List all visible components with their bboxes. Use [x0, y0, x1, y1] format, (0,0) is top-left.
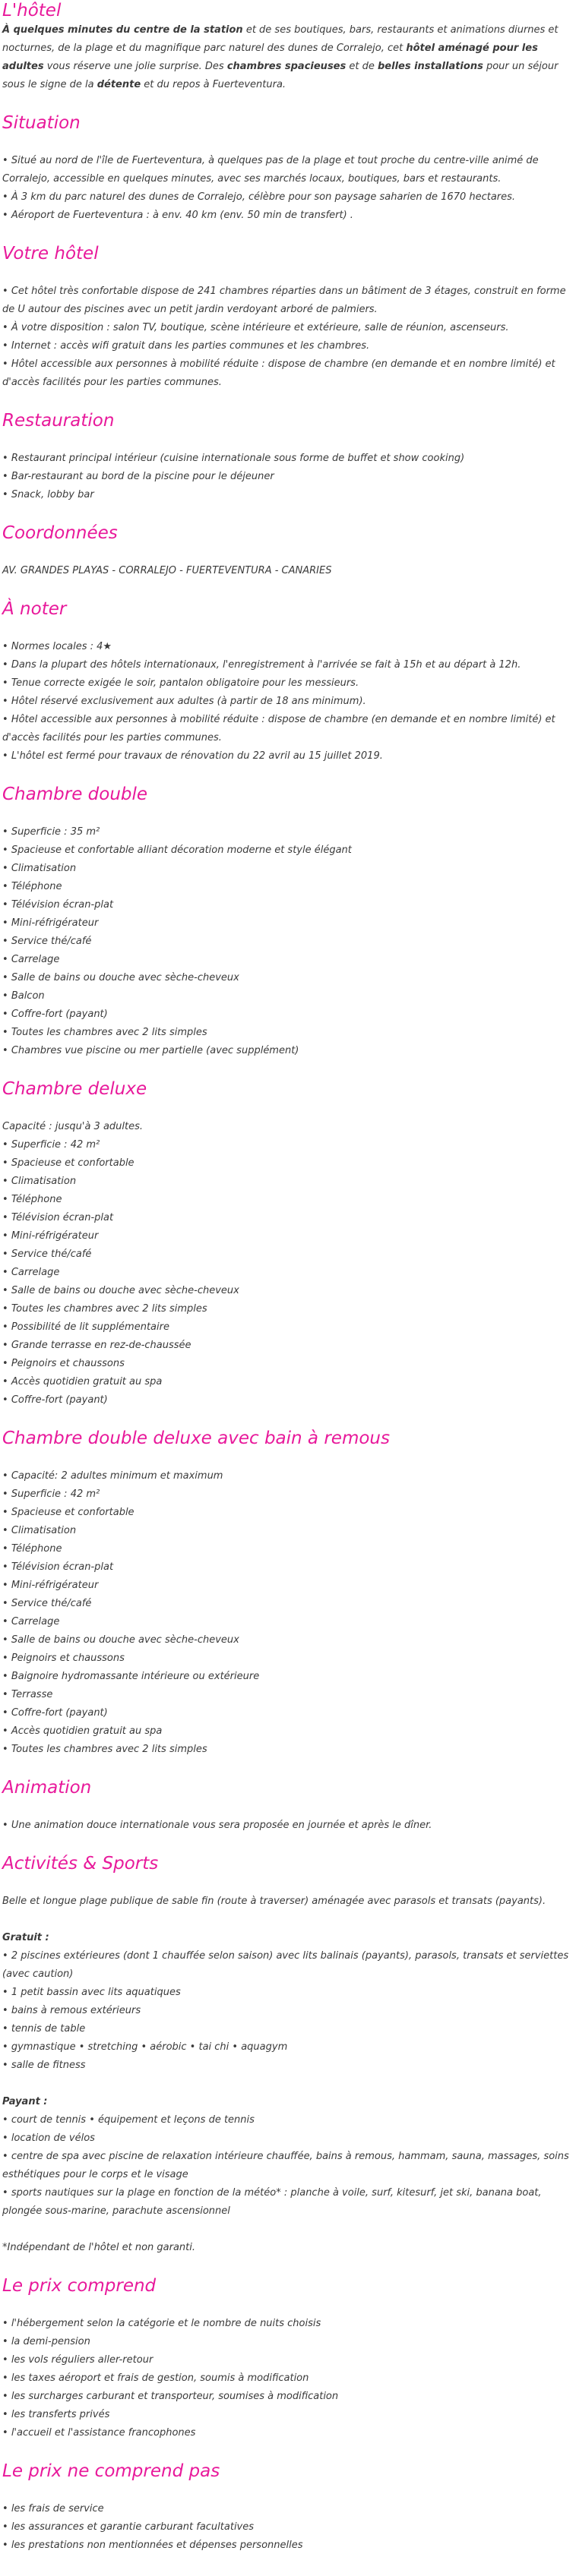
- list-item: • l'accueil et l'assistance francophones: [2, 2424, 574, 2442]
- intro-segment: et du repos à Fuerteventura.: [141, 79, 286, 90]
- list-item: • Carrelage: [2, 1264, 574, 1282]
- list-item: • l'hébergement selon la catégorie et le nombre de nuits choisis: [2, 2315, 574, 2333]
- section-chambre-deluxe: [2, 1078, 574, 1410]
- section-title-prix-non: Le prix ne comprend pas: [2, 2461, 220, 2481]
- list-item: • L'hôtel est fermé pour travaux de rénovation du 22 avril au 15 juillet 2019.: [2, 747, 574, 766]
- chambre-double-list: [2, 823, 574, 1060]
- section-situation: [2, 112, 574, 225]
- list-item: • 2 piscines extérieures (dont 1 chauffée selon saison) avec lits balinais (payants), parasols, transats et serviettes (avec caution): [2, 1947, 574, 1984]
- list-item: • Capacité: 2 adultes minimum et maximum: [2, 1467, 574, 1485]
- prix-non-list: [2, 2500, 574, 2555]
- list-item: • centre de spa avec piscine de relaxation intérieure chauffée, bains à remous, hammam, sauna, massages, soins esthétiques pour le corps et le visage: [2, 2148, 574, 2184]
- list-item: • Aéroport de Fuerteventura : à env. 40 km (env. 50 min de transfert) .: [2, 207, 574, 225]
- list-item: • Climatisation: [2, 860, 574, 878]
- list-item: • Coffre-fort (payant): [2, 1704, 574, 1722]
- list-item: • les transferts privés: [2, 2406, 574, 2424]
- section-title-activites: Activités & Sports: [2, 1854, 159, 1874]
- section-title-a-noter: À noter: [2, 599, 67, 619]
- list-item: • Téléphone: [2, 878, 574, 896]
- list-item: • Coffre-fort (payant): [2, 1005, 574, 1024]
- list-item: • Salle de bains ou douche avec sèche-cheveux: [2, 969, 574, 987]
- section-coordonnees: [2, 522, 574, 580]
- payant-list: [2, 2111, 574, 2221]
- intro-segment: et de: [346, 61, 378, 72]
- section-title-restauration: Restauration: [2, 411, 115, 431]
- list-item: • Spacieuse et confortable alliant décoration moderne et style élégant: [2, 841, 574, 860]
- section-animation: [2, 1777, 574, 1835]
- section-prix-comprend: [2, 2275, 574, 2442]
- section-title-chambre-bain: Chambre double deluxe avec bain à remous: [2, 1428, 390, 1448]
- list-item: • Superficie : 42 m²: [2, 1485, 574, 1504]
- list-item: • Hôtel réservé exclusivement aux adultes (à partir de 18 ans minimum).: [2, 693, 574, 711]
- list-item: • Internet : accès wifi gratuit dans les parties communes et les chambres.: [2, 337, 574, 355]
- list-item: • Mini-réfrigérateur: [2, 1227, 574, 1245]
- list-item: • Toutes les chambres avec 2 lits simples: [2, 1024, 574, 1042]
- list-item: • tennis de table: [2, 2020, 574, 2038]
- list-item: • Mini-réfrigérateur: [2, 914, 574, 933]
- gratuit-label: Gratuit :: [2, 1932, 49, 1943]
- list-item: • Téléphone: [2, 1191, 574, 1209]
- list-item: • Accès quotidien gratuit au spa: [2, 1373, 574, 1391]
- list-item: • Chambres vue piscine ou mer partielle (avec supplément): [2, 1042, 574, 1060]
- hotel-address: AV. GRANDES PLAYAS - CORRALEJO - FUERTEVENTURA - CANARIES: [2, 565, 332, 576]
- list-item: • Dans la plupart des hôtels internationaux, l'enregistrement à l'arrivée se fait à 15h et au départ à 12h.: [2, 656, 574, 674]
- list-item: • Superficie : 42 m²: [2, 1136, 574, 1154]
- list-item: • location de vélos: [2, 2129, 574, 2148]
- list-item: • Télévision écran-plat: [2, 1558, 574, 1577]
- list-item: • 1 petit bassin avec lits aquatiques: [2, 1984, 574, 2002]
- section-a-noter: [2, 598, 574, 766]
- list-item: • Salle de bains ou douche avec sèche-cheveux: [2, 1631, 574, 1649]
- list-item: • les frais de service: [2, 2500, 574, 2518]
- list-item: • Service thé/café: [2, 933, 574, 951]
- list-item: • Climatisation: [2, 1522, 574, 1540]
- list-item: • la demi-pension: [2, 2333, 574, 2351]
- list-item: • Snack, lobby bar: [2, 486, 574, 504]
- list-item: • gymnastique • stretching • aérobic • tai chi • aquagym: [2, 2038, 574, 2057]
- a-noter-list: [2, 638, 574, 766]
- list-item: • Télévision écran-plat: [2, 1209, 574, 1227]
- list-item: • Baignoire hydromassante intérieure ou extérieure: [2, 1668, 574, 1686]
- list-item: • les prestations non mentionnées et dépenses personnelles: [2, 2537, 574, 2555]
- list-item: • Hôtel accessible aux personnes à mobilité réduite : dispose de chambre (en demande et en nombre limité) et d'accès facilités pour les parties communes.: [2, 355, 574, 392]
- section-chambre-double: [2, 784, 574, 1060]
- section-chambre-bain: [2, 1428, 574, 1759]
- list-item: • Restaurant principal intérieur (cuisine internationale sous forme de buffet et show cooking): [2, 450, 574, 468]
- list-item: • Accès quotidien gratuit au spa: [2, 1722, 574, 1741]
- list-item: • Carrelage: [2, 1613, 574, 1631]
- section-title-prix-comprend: Le prix comprend: [2, 2276, 157, 2296]
- section-title-hotel: L'hôtel: [2, 1, 62, 21]
- list-item: • Toutes les chambres avec 2 lits simples: [2, 1741, 574, 1759]
- section-prix-non: [2, 2461, 574, 2555]
- list-item: • salle de fitness: [2, 2057, 574, 2075]
- section-title-chambre-deluxe: Chambre deluxe: [2, 1079, 147, 1099]
- list-item: • les assurances et garantie carburant facultatives: [2, 2518, 574, 2537]
- list-item: • Hôtel accessible aux personnes à mobilité réduite : dispose de chambre (en demande et en nombre limité) et d'accès facilités pour les parties communes.: [2, 711, 574, 747]
- section-title-coordonnees: Coordonnées: [2, 523, 118, 543]
- list-item: • Normes locales : 4★: [2, 638, 574, 656]
- list-item: • les taxes aéroport et frais de gestion, soumis à modification: [2, 2369, 574, 2388]
- section-title-votre-hotel: Votre hôtel: [2, 244, 99, 264]
- chambre-bain-list: [2, 1467, 574, 1759]
- intro-segment: détente: [97, 79, 141, 90]
- list-item: • Spacieuse et confortable: [2, 1154, 574, 1173]
- list-item: • À votre disposition : salon TV, boutique, scène intérieure et extérieure, salle de réunion, ascenseurs.: [2, 319, 574, 337]
- gratuit-list: [2, 1947, 574, 2075]
- list-item: • Tenue correcte exigée le soir, pantalon obligatoire pour les messieurs.: [2, 674, 574, 693]
- restauration-list: [2, 450, 574, 504]
- list-item: • Télévision écran-plat: [2, 896, 574, 914]
- intro-segment: belles installations: [377, 61, 483, 72]
- list-item: • Bar-restaurant au bord de la piscine pour le déjeuner: [2, 468, 574, 486]
- list-item: • bains à remous extérieurs: [2, 2002, 574, 2020]
- prix-comprend-list: [2, 2315, 574, 2442]
- section-title-animation: Animation: [2, 1778, 92, 1798]
- list-item: • Peignoirs et chaussons: [2, 1355, 574, 1373]
- intro-segment: pour un séjour sous le signe de la: [2, 61, 559, 90]
- list-item: • Spacieuse et confortable: [2, 1504, 574, 1522]
- chambre-deluxe-capacity: Capacité : jusqu'à 3 adultes.: [2, 1121, 144, 1132]
- activites-note: *Indépendant de l'hôtel et non garanti.: [2, 2242, 196, 2253]
- list-item: • les vols réguliers aller-retour: [2, 2351, 574, 2369]
- list-item: • Terrasse: [2, 1686, 574, 1704]
- list-item: • Téléphone: [2, 1540, 574, 1558]
- list-item: • Superficie : 35 m²: [2, 823, 574, 841]
- section-title-situation: Situation: [2, 113, 81, 133]
- intro-segment: hôtel aménagé pour les adultes: [2, 43, 538, 72]
- chambre-deluxe-list: [2, 1136, 574, 1410]
- list-item: • court de tennis • équipement et leçons de tennis: [2, 2111, 574, 2129]
- list-item: • À 3 km du parc naturel des dunes de Corralejo, célèbre pour son paysage saharien de 1670 hectares.: [2, 188, 574, 207]
- list-item: • Balcon: [2, 987, 574, 1005]
- list-item: • Mini-réfrigérateur: [2, 1577, 574, 1595]
- section-activites: [2, 1853, 574, 2257]
- list-item: • sports nautiques sur la plage en fonction de la météo* : planche à voile, surf, kitesurf, jet ski, banana boat, plongée sous-marine, parachute ascensionnel: [2, 2184, 574, 2221]
- activites-intro: Belle et longue plage publique de sable fin (route à traverser) aménagée avec parasols et transats (payants).: [2, 1896, 546, 1907]
- list-item: • Toutes les chambres avec 2 lits simples: [2, 1300, 574, 1318]
- list-item: • Salle de bains ou douche avec sèche-cheveux: [2, 1282, 574, 1300]
- list-item: • Cet hôtel très confortable dispose de 241 chambres réparties dans un bâtiment de 3 étages, construit en forme de U autour des piscines avec un petit jardin verdoyant arboré de palmiers.: [2, 283, 574, 319]
- section-votre-hotel: [2, 243, 574, 392]
- list-item: • Carrelage: [2, 951, 574, 969]
- intro-segment: vous réserve une jolie surprise. Des: [43, 61, 227, 72]
- section-hotel: [2, 0, 574, 94]
- list-item: • Situé au nord de l'île de Fuerteventura, à quelques pas de la plage et tout proche du centre-ville animé de Corralejo, accessible en quelques minutes, avec ses marchés locaux, boutiques, bars et restaurants.: [2, 152, 574, 188]
- section-title-chambre-double: Chambre double: [2, 784, 148, 804]
- intro-segment: et de ses boutiques, bars, restaurants et animations diurnes et nocturnes, de la plage et du magnifique parc naturel des dunes de Corralejo, cet: [2, 24, 559, 54]
- situation-list: [2, 152, 574, 225]
- intro-segment: À quelques minutes du centre de la station: [2, 24, 243, 36]
- list-item: • Service thé/café: [2, 1595, 574, 1613]
- list-item: • Service thé/café: [2, 1245, 574, 1264]
- list-item: • Possibilité de lit supplémentaire: [2, 1318, 574, 1337]
- list-item: • Peignoirs et chaussons: [2, 1649, 574, 1668]
- list-item: • Climatisation: [2, 1173, 574, 1191]
- list-item: • Grande terrasse en rez-de-chaussée: [2, 1337, 574, 1355]
- animation-list: [2, 1817, 574, 1835]
- intro-segment: chambres spacieuses: [226, 61, 347, 72]
- hotel-intro: [2, 21, 574, 94]
- payant-label: Payant :: [2, 2096, 48, 2107]
- list-item: • Une animation douce internationale vous sera proposée en journée et après le dîner.: [2, 1817, 574, 1835]
- section-restauration: [2, 410, 574, 504]
- list-item: • Coffre-fort (payant): [2, 1391, 574, 1410]
- list-item: • les surcharges carburant et transporteur, soumises à modification: [2, 2388, 574, 2406]
- votre-hotel-list: [2, 283, 574, 392]
